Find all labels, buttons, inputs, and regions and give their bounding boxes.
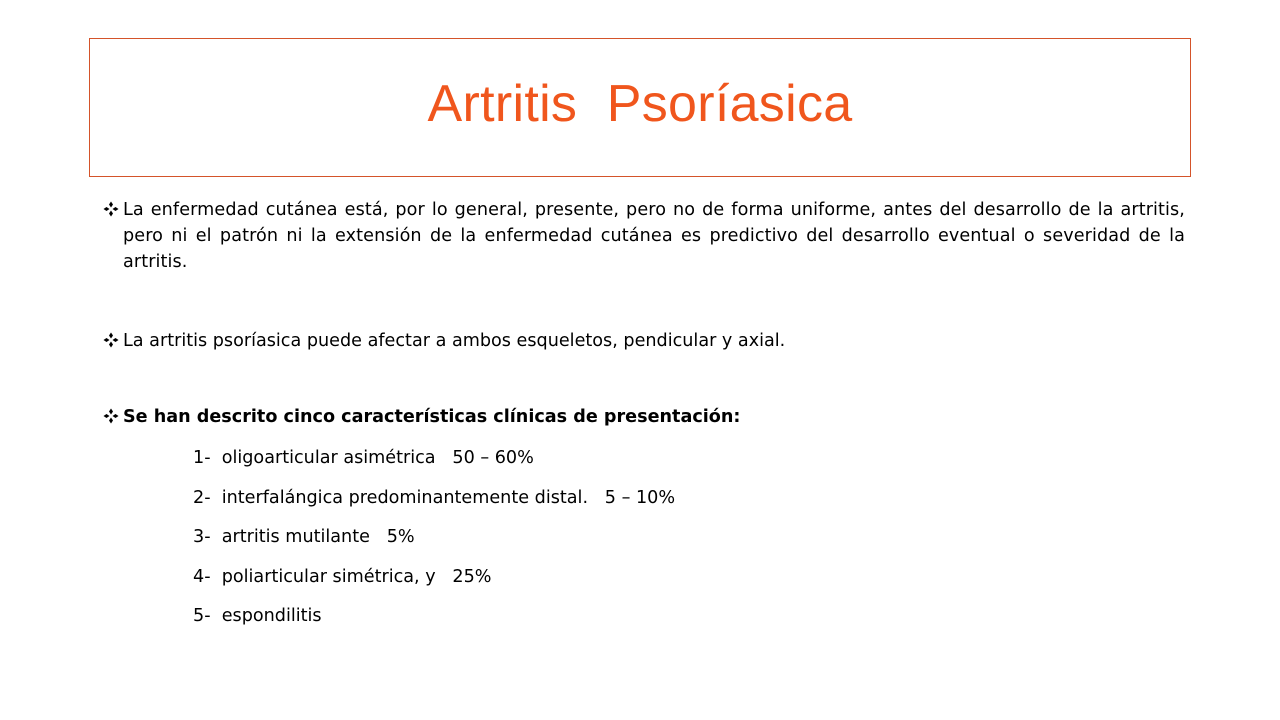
bullet-text-bold: Se han descrito cinco características clínicas de presentación: bbox=[123, 407, 741, 427]
four-diamond-bullet-icon bbox=[103, 332, 119, 348]
bullet-text: La artritis psoríasica puede afectar a ambos esqueletos, pendicular y axial. bbox=[123, 331, 786, 351]
list-item: 2- interfalángica predominantemente distal. 5 – 10% bbox=[193, 488, 676, 508]
list-item: 3- artritis mutilante 5% bbox=[193, 527, 415, 547]
bullet-item bbox=[103, 404, 1185, 430]
list-item: 4- poliarticular simétrica, y 25% bbox=[193, 567, 492, 587]
bullet-item bbox=[103, 328, 1185, 354]
list-item: 1- oligoarticular asimétrica 50 – 60% bbox=[193, 448, 534, 468]
list-item: 5- espondilitis bbox=[193, 606, 322, 626]
slide-title: Artritis Psoríasica bbox=[427, 74, 853, 133]
four-diamond-bullet-icon bbox=[103, 201, 119, 217]
four-diamond-bullet-icon bbox=[103, 408, 119, 424]
title-box bbox=[89, 38, 1191, 177]
bullet-item bbox=[103, 197, 1185, 275]
bullet-text: La enfermedad cutánea está, por lo general, presente, pero no de forma uniforme, antes del desarrollo de la artritis, pero ni el patrón ni la extensión de la enfermedad cutánea es predictivo del desarrollo eventual o severidad de la artritis. bbox=[123, 200, 1185, 272]
